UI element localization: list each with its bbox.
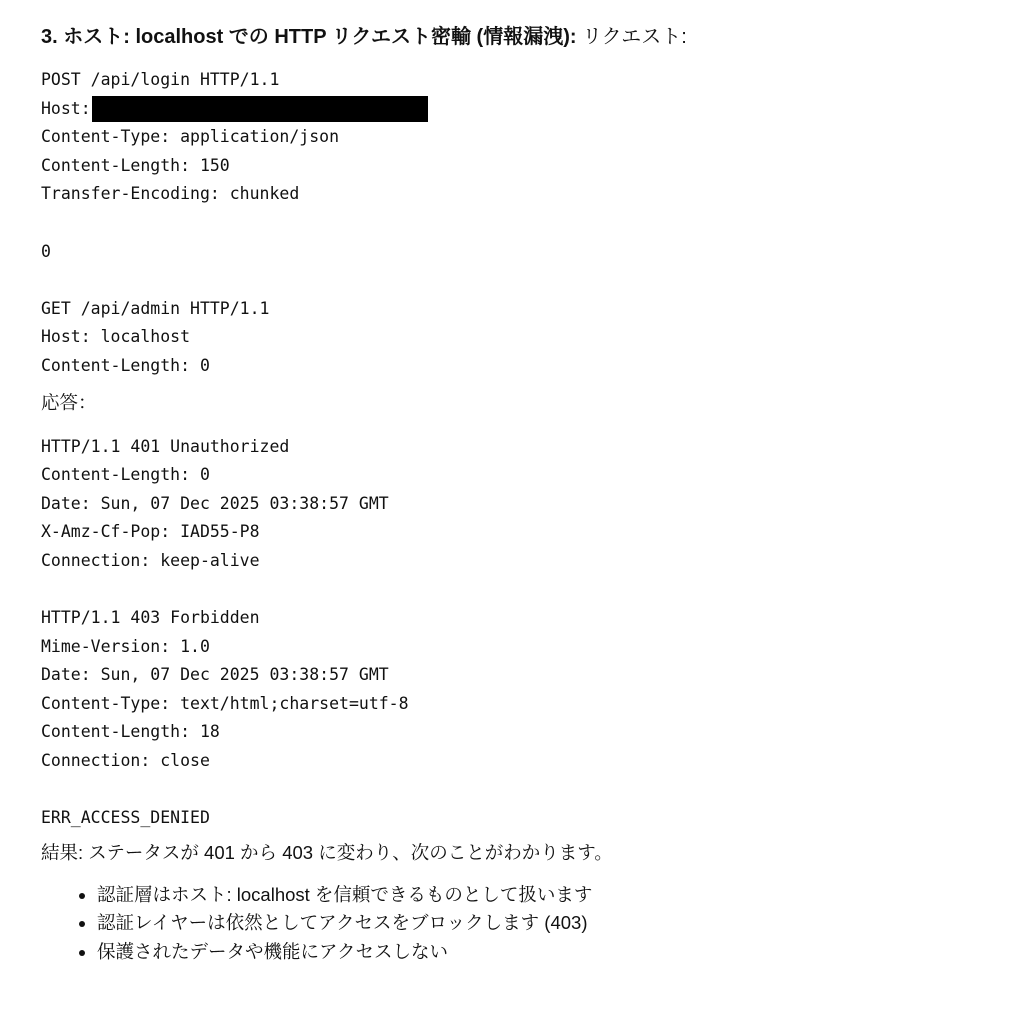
code-line: HTTP/1.1 401 Unauthorized <box>41 436 290 456</box>
code-line: X-Amz-Cf-Pop: IAD55-P8 <box>41 522 260 542</box>
host-label: Host: <box>41 98 91 118</box>
code-line: HTTP/1.1 403 Forbidden <box>41 608 260 628</box>
code-line: GET /api/admin HTTP/1.1 <box>41 298 270 318</box>
code-line-host <box>41 95 1001 124</box>
redaction-bar <box>92 96 428 122</box>
code-line: Mime-Version: 1.0 <box>41 636 210 656</box>
document-body <box>41 22 1001 966</box>
section-heading <box>41 22 1001 52</box>
response-code-block <box>41 433 1001 833</box>
list-item: • 認証レイヤーは依然としてアクセスをブロックします (403) <box>97 909 1001 938</box>
code-line: Content-Length: 0 <box>41 465 210 485</box>
code-line: 0 <box>41 241 51 261</box>
code-line-blank <box>41 576 1001 605</box>
code-line: POST /api/login HTTP/1.1 <box>41 70 280 89</box>
code-line: Host: localhost <box>41 327 191 347</box>
code-line: Content-Length: 0 <box>41 355 210 375</box>
code-line: Date: Sun, 07 Dec 2025 03:38:57 GMT <box>41 665 389 685</box>
section-heading-suffix: リクエスト: <box>576 26 687 48</box>
code-line: Content-Length: 150 <box>41 155 230 175</box>
findings-list <box>41 881 1001 967</box>
code-line-blank <box>41 209 1001 238</box>
code-line: Content-Length: 18 <box>41 722 220 742</box>
code-line-blank <box>41 266 1001 295</box>
code-line: Content-Type: text/html;charset=utf-8 <box>41 693 409 713</box>
section-heading-title: 3. ホスト: localhost での HTTP リクエスト密輸 (情報漏洩): <box>41 26 577 48</box>
code-line: Date: Sun, 07 Dec 2025 03:38:57 GMT <box>41 493 389 513</box>
list-item: • 認証層はホスト: localhost を信頼できるものとして扱います <box>97 881 1001 910</box>
code-line: ERR_ACCESS_DENIED <box>41 808 210 828</box>
code-line: Connection: close <box>41 751 210 771</box>
code-line: Content-Type: application/json <box>41 127 340 147</box>
code-line: Transfer-Encoding: chunked <box>41 184 300 204</box>
code-line: Connection: keep-alive <box>41 550 260 570</box>
result-text: 結果: ステータスが 401 から 403 に変わり、次のことがわかります。 <box>41 841 613 863</box>
response-label: 応答： <box>41 391 97 413</box>
request-code-block <box>41 66 1001 381</box>
code-line-blank <box>41 776 1001 805</box>
list-item: • 保護されたデータや機能にアクセスしない <box>97 938 1001 967</box>
